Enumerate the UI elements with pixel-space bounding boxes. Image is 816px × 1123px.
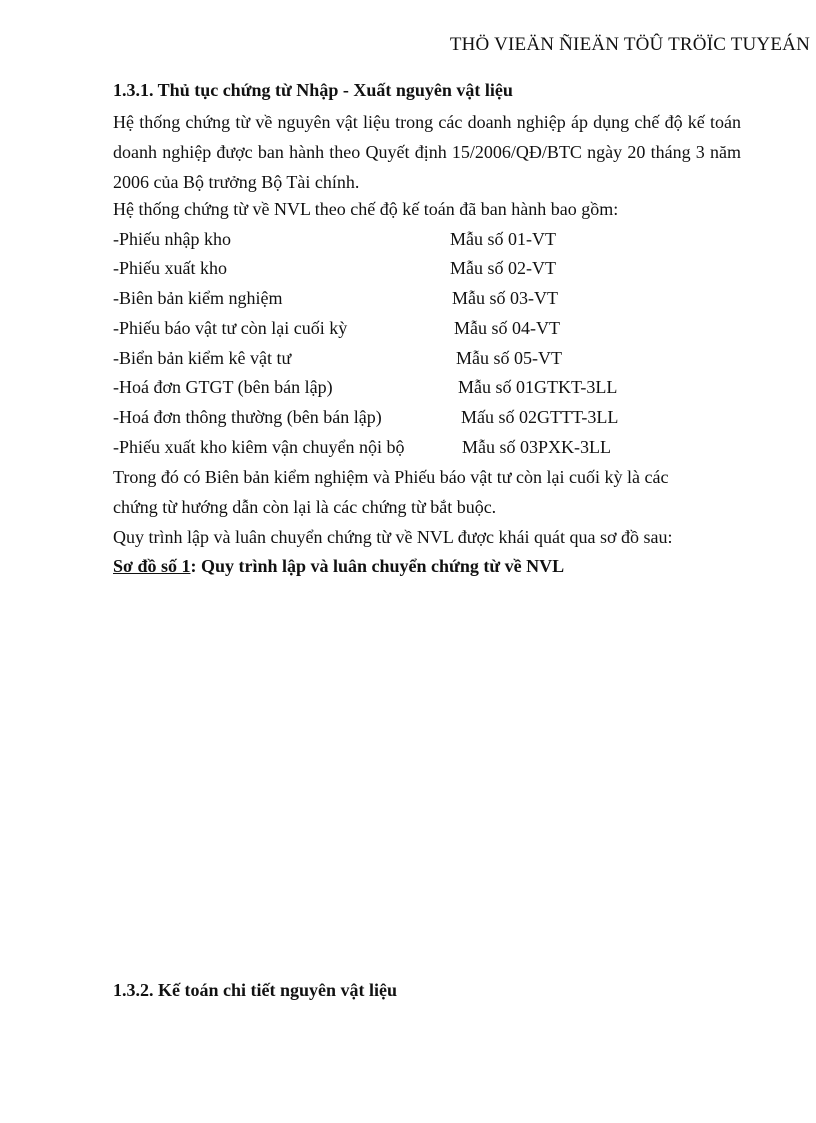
diagram-label: Sơ đồ số 1 [113, 556, 191, 576]
form-name: -Phiếu báo vật tư còn lại cuối kỳ [113, 318, 348, 338]
form-code: Mẫu số 01GTKT-3LL [458, 377, 618, 397]
form-code: Mấu số 02GTTT-3LL [461, 407, 619, 427]
form-code: Mẫu số 05-VT [456, 348, 562, 368]
form-name: -Biên bản kiểm nghiệm [113, 288, 283, 308]
page-header: THÖ VIEÄN ÑIEÄN TÖÛ TRÖÏC TUYEÁN [449, 34, 810, 55]
form-name: -Biển bản kiểm kê vật tư [113, 348, 292, 368]
form-name: -Hoá đơn thông thường (bên bán lập) [113, 407, 382, 427]
form-code: Mẫu số 04-VT [454, 318, 560, 338]
form-code: Mẫu số 03PXK-3LL [462, 437, 611, 457]
flow-intro: Quy trình lập và luân chuyển chứng từ về NVL được khái quát qua sơ đồ sau: [113, 527, 673, 547]
diagram-title: : Quy trình lập và luân chuyển chứng từ về NVL [190, 556, 565, 576]
form-code: Mẫu số 01-VT [450, 229, 556, 249]
form-name: -Phiếu xuất kho kiêm vận chuyển nội bộ [113, 437, 405, 457]
form-name: -Phiếu xuất kho [113, 258, 227, 278]
section-132-title: 1.3.2. Kế toán chi tiết nguyên vật liệu [113, 980, 397, 1000]
note-line-1: Trong đó có Biên bản kiểm nghiệm và Phiếu báo vật tư còn lại cuối kỳ là các [113, 467, 669, 487]
note-line-2: chứng từ hướng dẫn còn lại là các chứng từ bắt buộc. [113, 497, 497, 517]
forms-intro: Hệ thống chứng từ về NVL theo chế độ kế toán đã ban hành bao gồm: [113, 199, 619, 219]
diagram-caption [113, 556, 564, 577]
form-code: Mẫu số 03-VT [452, 288, 558, 308]
intro-paragraph: Hệ thống chứng từ về nguyên vật liệu trong các doanh nghiệp áp dụng chế độ kế toán doanh nghiệp được ban hành theo Quyết định 15/2006/QĐ/BTC ngày 20 tháng 3 năm 2006 của Bộ trưởng Bộ Tài chính. [113, 112, 741, 192]
section-131-title: 1.3.1. Thủ tục chứng từ Nhập - Xuất nguyên vật liệu [113, 80, 513, 100]
diagram-placeholder [113, 592, 741, 962]
form-name: -Hoá đơn GTGT (bên bán lập) [113, 377, 333, 397]
form-name: -Phiếu nhập kho [113, 229, 231, 249]
form-code: Mẫu số 02-VT [450, 258, 556, 278]
